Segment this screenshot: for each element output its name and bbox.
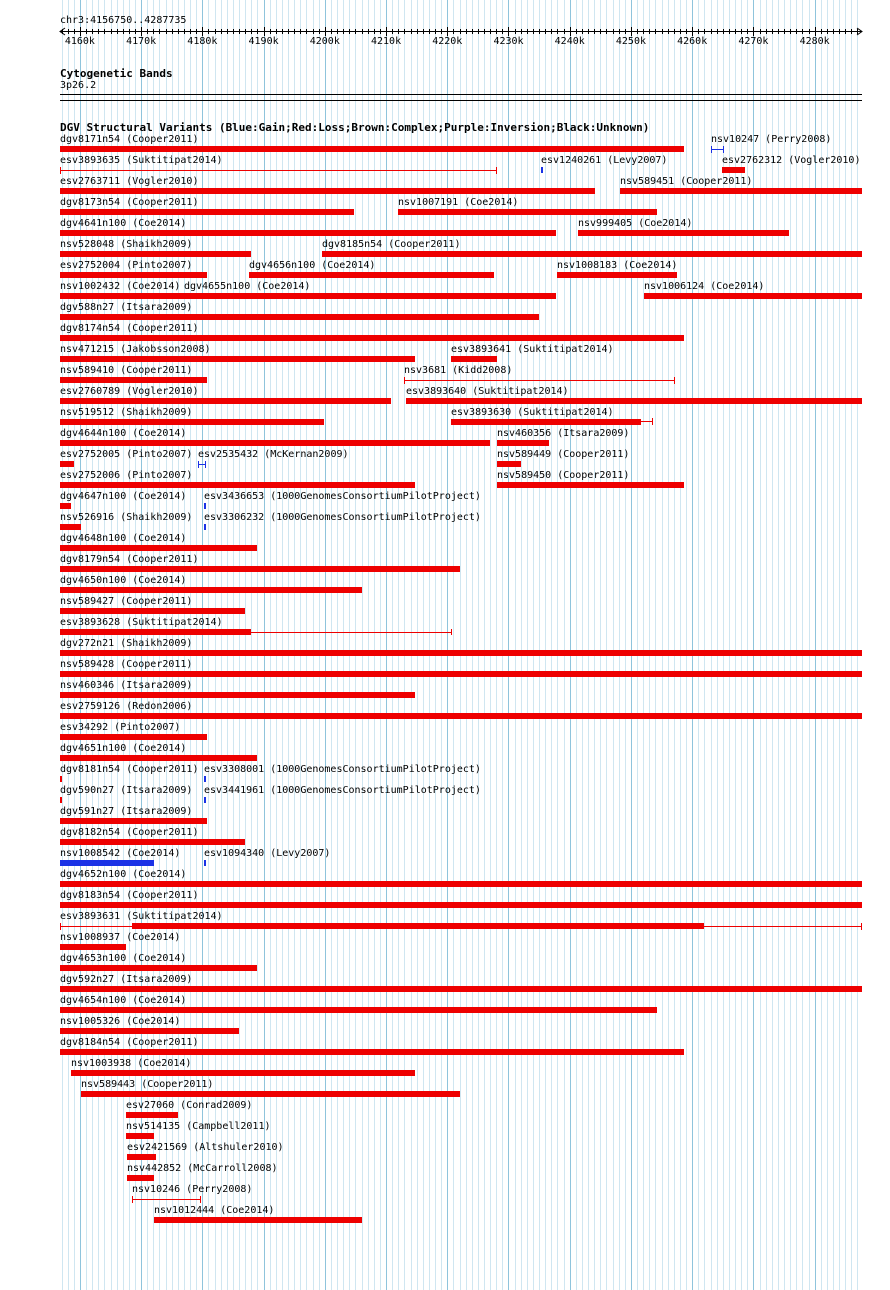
sv-feature-bar[interactable]	[60, 314, 539, 320]
sv-feature-end-cap	[496, 167, 497, 174]
sv-feature-label[interactable]: dgv4647n100 (Coe2014)	[60, 491, 187, 502]
sv-feature-bar[interactable]	[204, 503, 206, 509]
sv-feature-label[interactable]: esv2421569 (Altshuler2010)	[127, 1142, 284, 1153]
sv-feature-bar[interactable]	[60, 503, 71, 509]
sv-feature-bar[interactable]	[60, 188, 595, 194]
sv-feature-end-cap	[652, 418, 653, 425]
ruler-tick-label: 4240k	[554, 36, 585, 47]
sv-feature-label[interactable]: nsv1012444 (Coe2014)	[154, 1205, 275, 1216]
sv-feature-label[interactable]: dgv4641n100 (Coe2014)	[60, 218, 187, 229]
sv-feature-bar[interactable]	[557, 272, 677, 278]
sv-feature-bar[interactable]	[127, 1175, 154, 1181]
sv-feature-bar[interactable]	[126, 1133, 154, 1139]
sv-feature-label[interactable]: dgv8173n54 (Cooper2011)	[60, 197, 199, 208]
sv-feature-line[interactable]	[60, 170, 497, 171]
sv-feature-bar[interactable]	[204, 776, 206, 782]
sv-feature-bar[interactable]	[60, 650, 862, 656]
sv-feature-bar[interactable]	[451, 356, 497, 362]
sv-feature-bar[interactable]	[497, 440, 549, 446]
sv-feature-label[interactable]: esv3893631 (Suktitipat2014)	[60, 911, 223, 922]
sv-feature-label[interactable]: dgv4656n100 (Coe2014)	[249, 260, 376, 271]
sv-feature-bar[interactable]	[71, 1070, 415, 1076]
sv-feature-bar[interactable]	[184, 293, 186, 299]
sv-feature-bar[interactable]	[60, 251, 251, 257]
cytoband-label: 3p26.2	[60, 80, 97, 91]
sv-feature-label[interactable]: dgv8179n54 (Cooper2011)	[60, 554, 199, 565]
sv-feature-bar[interactable]	[497, 482, 684, 488]
sv-feature-label[interactable]: esv3893640 (Suktitipat2014)	[406, 386, 569, 397]
sv-feature-bar[interactable]	[60, 272, 207, 278]
sv-feature-label[interactable]: esv2752005 (Pinto2007)	[60, 449, 193, 460]
sv-feature-label[interactable]: dgv4648n100 (Coe2014)	[60, 533, 187, 544]
sv-feature-bar[interactable]	[81, 1091, 460, 1097]
sv-feature-bar[interactable]	[60, 629, 251, 635]
track-separator	[60, 94, 862, 95]
ruler-tick-label: 4250k	[615, 36, 647, 47]
sv-feature-label[interactable]: esv3441961 (1000GenomesConsortiumPilotProject)	[204, 785, 481, 796]
sv-feature-bar[interactable]	[60, 797, 62, 803]
sv-feature-bar[interactable]	[60, 461, 74, 467]
sv-feature-label[interactable]: esv3436653 (1000GenomesConsortiumPilotProject)	[204, 491, 481, 502]
sv-feature-bar[interactable]	[60, 356, 415, 362]
sv-feature-label[interactable]: nsv10247 (Perry2008)	[711, 134, 832, 145]
sv-feature-line[interactable]	[251, 632, 452, 633]
sv-feature-bar[interactable]	[60, 734, 207, 740]
ruler-tick-label: 4230k	[493, 36, 524, 47]
sv-feature-label[interactable]: esv34292 (Pinto2007)	[60, 722, 181, 733]
sv-feature-bar[interactable]	[60, 1007, 657, 1013]
sv-feature-label[interactable]: dgv4644n100 (Coe2014)	[60, 428, 187, 439]
sv-feature-label[interactable]: esv3893635 (Suktitipat2014)	[60, 155, 223, 166]
sv-feature-bar[interactable]	[204, 524, 206, 530]
sv-feature-bar[interactable]	[60, 293, 556, 299]
sv-feature-bar[interactable]	[578, 230, 789, 236]
sv-feature-bar[interactable]	[60, 713, 862, 719]
sv-feature-bar[interactable]	[60, 902, 862, 908]
sv-feature-start-cap	[132, 1196, 133, 1203]
sv-feature-bar[interactable]	[60, 881, 862, 887]
sv-feature-bar[interactable]	[60, 230, 556, 236]
sv-feature-label[interactable]: nsv999405 (Coe2014)	[578, 218, 693, 229]
sv-feature-label[interactable]: dgv4652n100 (Coe2014)	[60, 869, 187, 880]
sv-feature-label[interactable]: nsv1003938 (Coe2014)	[71, 1058, 192, 1069]
sv-feature-bar[interactable]	[60, 1049, 684, 1055]
sv-feature-label[interactable]: nsv526916 (Shaikh2009)	[60, 512, 193, 523]
sv-feature-label[interactable]: nsv589427 (Cooper2011)	[60, 596, 193, 607]
ruler-tick-label: 4270k	[738, 36, 769, 47]
sv-feature-bar[interactable]	[60, 755, 257, 761]
sv-feature-label[interactable]: esv2535432 (McKernan2009)	[198, 449, 349, 460]
sv-feature-bar[interactable]	[60, 965, 257, 971]
sv-feature-bar[interactable]	[249, 272, 494, 278]
sv-feature-label[interactable]: nsv589449 (Cooper2011)	[497, 449, 630, 460]
sv-feature-label[interactable]: dgv592n27 (Itsara2009)	[60, 974, 193, 985]
sv-feature-bar[interactable]	[60, 146, 684, 152]
sv-feature-label[interactable]: esv1240261 (Levy2007)	[541, 155, 668, 166]
sv-feature-line[interactable]	[404, 380, 675, 381]
sv-feature-label[interactable]: nsv1008937 (Coe2014)	[60, 932, 181, 943]
sv-feature-label[interactable]: nsv442852 (McCarroll2008)	[127, 1163, 278, 1174]
sv-feature-label[interactable]: nsv10246 (Perry2008)	[132, 1184, 253, 1195]
sv-feature-end-cap	[723, 146, 724, 153]
sv-feature-label[interactable]: nsv471215 (Jakobsson2008)	[60, 344, 211, 355]
sv-feature-label[interactable]: nsv1005326 (Coe2014)	[60, 1016, 181, 1027]
ruler-tick-label: 4180k	[187, 36, 218, 47]
sv-feature-bar[interactable]	[60, 671, 862, 677]
sv-feature-bar[interactable]	[126, 1112, 178, 1118]
sv-feature-bar[interactable]	[60, 608, 245, 614]
sv-feature-bar[interactable]	[60, 419, 324, 425]
sv-feature-label[interactable]: nsv589428 (Cooper2011)	[60, 659, 193, 670]
sv-feature-bar[interactable]	[322, 251, 862, 257]
sv-feature-bar[interactable]	[406, 398, 862, 404]
sv-feature-label[interactable]: nsv514135 (Campbell2011)	[126, 1121, 271, 1132]
sv-feature-label[interactable]: dgv8182n54 (Cooper2011)	[60, 827, 199, 838]
sv-feature-label[interactable]: esv3306232 (1000GenomesConsortiumPilotProject)	[204, 512, 481, 523]
sv-feature-end-cap	[205, 461, 206, 468]
sv-feature-label[interactable]: dgv8183n54 (Cooper2011)	[60, 890, 199, 901]
sv-feature-label[interactable]: nsv460356 (Itsara2009)	[497, 428, 630, 439]
sv-feature-label[interactable]: nsv460346 (Itsara2009)	[60, 680, 193, 691]
sv-feature-label[interactable]: dgv8185n54 (Cooper2011)	[322, 239, 461, 250]
ruler-tick-label: 4200k	[309, 36, 340, 47]
sv-feature-bar[interactable]	[60, 398, 391, 404]
sv-feature-label[interactable]: dgv4651n100 (Coe2014)	[60, 743, 187, 754]
sv-feature-label[interactable]: nsv589451 (Cooper2011)	[620, 176, 753, 187]
sv-feature-bar[interactable]	[60, 545, 257, 551]
sv-feature-label[interactable]: dgv590n27 (Itsara2009)	[60, 785, 193, 796]
sv-feature-label[interactable]: nsv528048 (Shaikh2009)	[60, 239, 193, 250]
sv-feature-label[interactable]: nsv1002432 (Coe2014)	[60, 281, 181, 292]
sv-feature-bar[interactable]	[60, 986, 862, 992]
ruler-tick-label: 4170k	[126, 36, 157, 47]
sv-feature-label[interactable]: esv27060 (Conrad2009)	[126, 1100, 253, 1111]
sv-feature-bar[interactable]	[60, 776, 62, 782]
sv-feature-label[interactable]: esv2759126 (Redon2006)	[60, 701, 193, 712]
ruler-tick-label: 4190k	[248, 36, 279, 47]
sv-feature-bar[interactable]	[60, 440, 490, 446]
sv-feature-bar[interactable]	[154, 1217, 362, 1223]
sv-feature-label[interactable]: esv2760789 (Vogler2010)	[60, 386, 199, 397]
sv-feature-bar[interactable]	[60, 860, 154, 866]
sv-feature-label[interactable]: dgv4653n100 (Coe2014)	[60, 953, 187, 964]
ruler-tick-label: 4210k	[370, 36, 402, 47]
track-separator	[60, 100, 862, 101]
sv-feature-bar[interactable]	[60, 209, 354, 215]
sv-feature-bar[interactable]	[60, 335, 684, 341]
sv-feature-label[interactable]: esv3893630 (Suktitipat2014)	[451, 407, 614, 418]
sv-feature-label[interactable]: dgv591n27 (Itsara2009)	[60, 806, 193, 817]
ruler-tick-label: 4260k	[677, 36, 708, 47]
sv-feature-label[interactable]: esv2752006 (Pinto2007)	[60, 470, 193, 481]
sv-feature-label[interactable]: nsv3681 (Kidd2008)	[404, 365, 513, 376]
sv-feature-end-cap	[451, 629, 452, 635]
sv-feature-bar[interactable]	[127, 1154, 156, 1160]
dgv-track-title: DGV Structural Variants (Blue:Gain;Red:Loss;Brown:Complex;Purple:Inversion;Black:Unknown)	[60, 121, 650, 134]
ruler-tick-label: 4160k	[64, 36, 95, 47]
sv-feature-bar[interactable]	[722, 167, 745, 173]
sv-feature-bar[interactable]	[60, 482, 415, 488]
sv-feature-label[interactable]: dgv4654n100 (Coe2014)	[60, 995, 187, 1006]
sv-feature-bar[interactable]	[60, 587, 362, 593]
sv-feature-label[interactable]: nsv519512 (Shaikh2009)	[60, 407, 193, 418]
sv-feature-label[interactable]: nsv1008183 (Coe2014)	[557, 260, 678, 271]
sv-feature-bar[interactable]	[398, 209, 657, 215]
sv-feature-label[interactable]: dgv8184n54 (Cooper2011)	[60, 1037, 199, 1048]
sv-feature-bar[interactable]	[60, 692, 415, 698]
sv-feature-label[interactable]: nsv589443 (Cooper2011)	[81, 1079, 214, 1090]
sv-feature-label[interactable]: dgv8174n54 (Cooper2011)	[60, 323, 199, 334]
coordinate-readout: chr3:4156750..4287735	[60, 15, 187, 26]
ruler-tick-label: 4280k	[799, 36, 830, 47]
sv-feature-bar[interactable]	[620, 188, 862, 194]
sv-feature-bar[interactable]	[60, 524, 81, 530]
sv-feature-label[interactable]: dgv272n21 (Shaikh2009)	[60, 638, 193, 649]
sv-feature-end-cap	[200, 1196, 201, 1203]
sv-feature-label[interactable]: esv2763711 (Vogler2010)	[60, 176, 199, 187]
sv-feature-end-cap	[674, 377, 675, 384]
sv-feature-bar[interactable]	[60, 566, 460, 572]
sv-feature-bar[interactable]	[60, 944, 126, 950]
sv-feature-bar[interactable]	[451, 419, 641, 425]
sv-feature-start-cap	[60, 923, 61, 930]
base-ruler[interactable]	[0, 24, 890, 48]
sv-feature-label[interactable]: nsv1007191 (Coe2014)	[398, 197, 519, 208]
sv-feature-bar[interactable]	[644, 293, 862, 299]
sv-feature-start-cap	[711, 146, 712, 153]
sv-feature-label[interactable]: nsv1006124 (Coe2014)	[644, 281, 765, 292]
sv-feature-start-cap	[60, 167, 61, 174]
sv-feature-label[interactable]: esv3893641 (Suktitipat2014)	[451, 344, 614, 355]
sv-feature-label[interactable]: dgv8181n54 (Cooper2011)	[60, 764, 199, 775]
ruler-tick-label: 4220k	[432, 36, 463, 47]
sv-feature-bar[interactable]	[60, 818, 207, 824]
sv-feature-label[interactable]: esv3893628 (Suktitipat2014)	[60, 617, 223, 628]
sv-feature-bar[interactable]	[497, 461, 521, 467]
sv-feature-label[interactable]: esv2752004 (Pinto2007)	[60, 260, 193, 271]
sv-feature-label[interactable]: nsv589410 (Cooper2011)	[60, 365, 193, 376]
sv-feature-line[interactable]	[132, 1199, 201, 1200]
sv-feature-start-cap	[198, 461, 199, 468]
sv-feature-label[interactable]: esv3308001 (1000GenomesConsortiumPilotProject)	[204, 764, 481, 775]
sv-feature-label[interactable]: esv2762312 (Vogler2010)	[722, 155, 861, 166]
sv-feature-label[interactable]: dgv8171n54 (Cooper2011)	[60, 134, 199, 145]
sv-feature-bar[interactable]	[60, 1028, 239, 1034]
sv-feature-label[interactable]: dgv4650n100 (Coe2014)	[60, 575, 187, 586]
sv-feature-bar[interactable]	[541, 167, 543, 173]
sv-feature-label[interactable]: nsv589450 (Cooper2011)	[497, 470, 630, 481]
sv-feature-bar[interactable]	[60, 839, 245, 845]
sv-feature-bar[interactable]	[204, 797, 206, 803]
sv-feature-label[interactable]: dgv4655n100 (Coe2014)	[184, 281, 311, 292]
sv-feature-start-cap	[404, 377, 405, 384]
cytoband-track-title: Cytogenetic Bands	[60, 67, 173, 80]
sv-feature-label[interactable]: nsv1008542 (Coe2014)	[60, 848, 181, 859]
sv-feature-label[interactable]: dgv588n27 (Itsara2009)	[60, 302, 193, 313]
sv-feature-label[interactable]: esv1094340 (Levy2007)	[204, 848, 331, 859]
sv-feature-bar[interactable]	[132, 923, 704, 929]
sv-feature-bar[interactable]	[60, 377, 207, 383]
sv-feature-bar[interactable]	[204, 860, 206, 866]
sv-feature-end-cap	[861, 923, 862, 930]
